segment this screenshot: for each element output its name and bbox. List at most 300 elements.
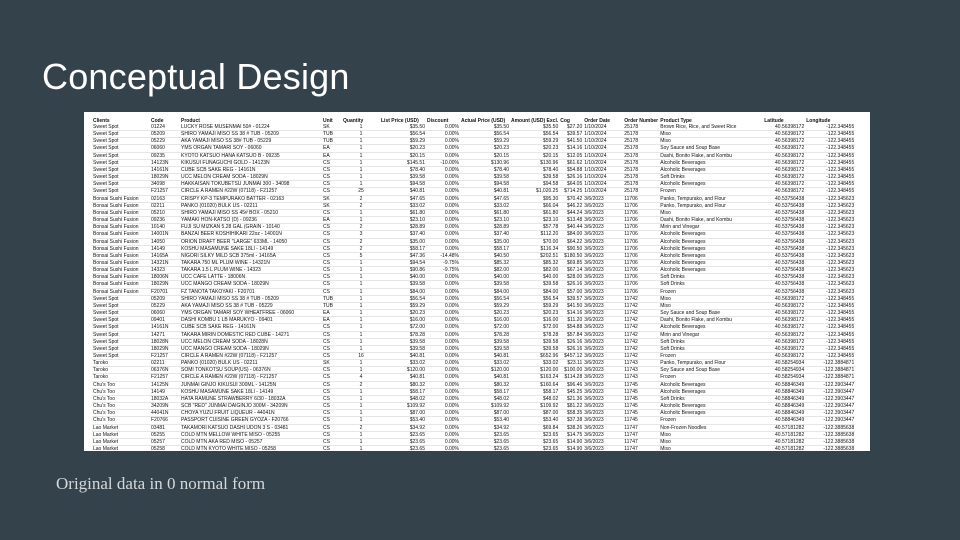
table-row <box>92 209 855 216</box>
table-cell: -122.3903447 <box>805 410 855 417</box>
table-cell: -122.348455 <box>805 131 855 138</box>
table-cell: CS <box>322 446 342 451</box>
table-cell: $94.54 <box>380 259 426 266</box>
table-cell: 4 <box>342 374 380 381</box>
table-cell: 1 <box>342 145 380 152</box>
table-cell: Bonsai Sushi Fusion <box>92 202 150 209</box>
table-cell: -122.345623 <box>805 231 855 238</box>
table-cell: $56.54 <box>510 295 559 302</box>
table-cell: 0.00% <box>426 353 460 360</box>
table-cell: -122.3884871 <box>805 360 855 367</box>
table-cell: $14.90 <box>559 438 583 445</box>
table-cell: YAMAKI HON-KATSO (D) - 09236 <box>180 217 322 224</box>
table-row <box>92 360 855 367</box>
table-cell: $23.65 <box>380 431 426 438</box>
table-cell: -122.345623 <box>805 217 855 224</box>
table-cell: $40.81 <box>380 374 426 381</box>
table-cell: 25178 <box>623 181 659 188</box>
table-cell: 1 <box>342 302 380 309</box>
table-cell: 11742 <box>623 302 659 309</box>
table-cell: 40.58846349 <box>763 403 805 410</box>
table-cell: Frozen <box>659 417 763 424</box>
table-cell: $84.00 <box>460 288 510 295</box>
table-row <box>92 138 855 145</box>
table-cell: 40.58254934 <box>763 374 805 381</box>
table-cell: $33.02 <box>460 202 510 209</box>
column-header: Product <box>181 117 200 124</box>
table-cell: -122.3903447 <box>805 381 855 388</box>
table-cell: $23.10 <box>380 217 426 224</box>
table-cell: $130.96 <box>510 159 559 166</box>
table-row <box>92 438 855 445</box>
table-cell: -122.348455 <box>805 152 855 159</box>
table-row <box>92 388 855 395</box>
table-cell: $72.00 <box>460 324 510 331</box>
table-cell: Brown Rice, Rice, and Sweet Rice <box>659 124 763 131</box>
column-header: Discount <box>427 117 449 124</box>
slide-caption: Original data in 0 normal form <box>56 474 266 493</box>
table-cell: $16.00 <box>380 317 426 324</box>
table-cell: 2 <box>342 424 380 431</box>
table-cell: 1/10/2024 <box>583 145 623 152</box>
table-cell: Soft Drinks <box>659 281 763 288</box>
table-cell: 40.58846349 <box>763 388 805 395</box>
table-cell: 3/6/2023 <box>583 331 623 338</box>
table-row <box>92 446 855 451</box>
table-cell: 0.00% <box>426 124 460 131</box>
table-cell: $59.29 <box>510 302 559 309</box>
table-cell: 3/6/2023 <box>583 310 623 317</box>
table-cell: -122.3903447 <box>805 403 855 410</box>
table-cell: KYOTO KATSUO HANA KATSUO B - 09235 <box>180 152 322 159</box>
table-cell: 11706 <box>623 252 659 259</box>
table-cell: Alcoholic Beverages <box>659 267 763 274</box>
column-header: Unit <box>323 117 333 124</box>
table-cell: $47.65 <box>460 195 510 202</box>
table-row <box>92 410 855 417</box>
table-cell: 02211 <box>150 360 180 367</box>
table-cell: 0.00% <box>426 446 460 451</box>
table-cell: EA <box>322 310 342 317</box>
table-cell: SCB "RED" JUNMAI DAIGINJO 300M - 34209N <box>180 403 322 410</box>
table-cell: 11706 <box>623 238 659 245</box>
table-cell: 1 <box>342 274 380 281</box>
table-cell: 1 <box>342 388 380 395</box>
table-cell: 0.00% <box>426 145 460 152</box>
table-cell: TUB <box>322 138 342 145</box>
table-row <box>92 202 855 209</box>
table-cell: EA <box>322 317 342 324</box>
table-cell: $12.05 <box>559 152 583 159</box>
table-cell: 0.00% <box>426 410 460 417</box>
table-cell: Soy Sauce and Soup Base <box>659 145 763 152</box>
table-cell: 0.00% <box>426 188 460 195</box>
table-cell: -122.3884871 <box>805 367 855 374</box>
table-cell: 1 <box>342 138 380 145</box>
table-cell: 14321N <box>150 259 180 266</box>
table-cell: $40.50 <box>460 252 510 259</box>
table-cell: Frozen <box>659 353 763 360</box>
table-cell: CS <box>322 431 342 438</box>
table-cell: 11745 <box>623 388 659 395</box>
table-cell: 1 <box>342 281 380 288</box>
table-cell: Dashi, Bonito Flake, and Kombu <box>659 217 763 224</box>
table-cell: $78.40 <box>460 166 510 173</box>
table-cell: Bonsai Sushi Fusion <box>92 217 150 224</box>
table-cell: CS <box>322 403 342 410</box>
table-cell: CS <box>322 259 342 266</box>
header-row <box>92 116 855 124</box>
table-cell: 03481 <box>150 424 180 431</box>
table-cell: 3/6/2023 <box>583 224 623 231</box>
table-cell: EA <box>322 152 342 159</box>
table-cell: 05210 <box>150 209 180 216</box>
table-row <box>92 124 855 131</box>
table-cell: $47.36 <box>380 252 426 259</box>
table-cell: 0.00% <box>426 345 460 352</box>
table-cell: $130.96 <box>460 159 510 166</box>
table-cell: HAKKAISAN TOKUBETSU JUNMAI 300 - 34098 <box>180 181 322 188</box>
table-cell: $26.16 <box>559 345 583 352</box>
table-cell: $58.17 <box>380 388 426 395</box>
table-cell: 1/10/2024 <box>583 131 623 138</box>
table-cell: CS <box>322 388 342 395</box>
table-cell: 25178 <box>623 131 659 138</box>
table-cell: Alcoholic Beverages <box>659 388 763 395</box>
table-cell: 10140 <box>150 224 180 231</box>
table-cell: Frozen <box>659 288 763 295</box>
table-cell: Sweet Spot <box>92 152 150 159</box>
table-cell: Soft Drinks <box>659 345 763 352</box>
table-cell: Sweet Spot <box>92 295 150 302</box>
table-cell: 40.53756438 <box>763 202 805 209</box>
table-cell: CS <box>322 353 342 360</box>
table-cell: $57.78 <box>510 224 559 231</box>
table-cell: -122.348455 <box>805 353 855 360</box>
table-cell: 0.00% <box>426 209 460 216</box>
table-cell: 3/6/2023 <box>583 360 623 367</box>
table-cell: 11747 <box>623 431 659 438</box>
table-cell: 11706 <box>623 195 659 202</box>
table-cell: 0.00% <box>426 395 460 402</box>
table-cell: $40.81 <box>460 188 510 195</box>
table-cell: $23.65 <box>380 446 426 451</box>
table-cell: Soft Drinks <box>659 274 763 281</box>
table-cell: 3/6/2023 <box>583 238 623 245</box>
table-cell: $38.26 <box>559 424 583 431</box>
table-cell: $94.58 <box>460 181 510 188</box>
table-cell: 1 <box>342 345 380 352</box>
table-cell: $87.00 <box>460 410 510 417</box>
table-cell: 11747 <box>623 424 659 431</box>
table-cell: -122.348455 <box>805 138 855 145</box>
table-cell: $61.62 <box>559 159 583 166</box>
table-cell: Sweet Spot <box>92 131 150 138</box>
table-cell: 0.00% <box>426 381 460 388</box>
table-cell: $59.29 <box>460 138 510 145</box>
table-cell: 1 <box>342 360 380 367</box>
table-cell: 1 <box>342 131 380 138</box>
table-cell: 40.56398172 <box>763 345 805 352</box>
table-cell: 0.00% <box>426 274 460 281</box>
table-cell: CS <box>322 238 342 245</box>
table-cell: -122.348455 <box>805 331 855 338</box>
table-cell: 40.56398172 <box>763 152 805 159</box>
table-cell: $61.80 <box>460 209 510 216</box>
table-cell: 14161N <box>150 324 180 331</box>
table-cell: 1 <box>342 310 380 317</box>
data-table-sheet <box>84 112 870 451</box>
table-cell: 14001N <box>150 231 180 238</box>
table-cell: $39.58 <box>510 174 559 181</box>
table-cell: 3/6/2023 <box>583 353 623 360</box>
table-cell: 14149 <box>150 245 180 252</box>
table-cell: TAKAMORI KATSUO DASHI UDON 3 S - 03481 <box>180 424 322 431</box>
table-cell: -122.348455 <box>805 302 855 309</box>
table-cell: YMS ORGAN TAMARI SOY WHEATFREE - 06060 <box>180 310 322 317</box>
table-cell: $58.17 <box>460 388 510 395</box>
table-cell: Alcoholic Beverages <box>659 381 763 388</box>
table-cell: 3/6/2023 <box>583 395 623 402</box>
table-cell: $35.50 <box>510 124 559 131</box>
table-cell: CS <box>322 410 342 417</box>
table-cell: $48.02 <box>380 395 426 402</box>
table-cell: CS <box>322 288 342 295</box>
table-cell: $23.10 <box>460 217 510 224</box>
table-cell: $48.02 <box>510 395 559 402</box>
table-cell: $20.15 <box>380 152 426 159</box>
table-cell: 40.53756438 <box>763 224 805 231</box>
table-cell: 40.58846349 <box>763 395 805 402</box>
table-cell: 0.00% <box>426 431 460 438</box>
table-cell: 40.56398172 <box>763 181 805 188</box>
table-cell: 05209 <box>150 295 180 302</box>
table-cell: 40.53756438 <box>763 209 805 216</box>
table-cell: $35.50 <box>460 124 510 131</box>
table-cell: Sweet Spot <box>92 324 150 331</box>
table-row <box>92 159 855 166</box>
table-cell: Sweet Spot <box>92 302 150 309</box>
table-cell: 40.57181282 <box>763 431 805 438</box>
table-cell: -122.345623 <box>805 209 855 216</box>
table-cell: 11742 <box>623 353 659 360</box>
table-cell: 3/6/2023 <box>583 338 623 345</box>
table-cell: $40.81 <box>460 374 510 381</box>
table-cell: 0.00% <box>426 152 460 159</box>
table-cell: Lao Market <box>92 446 150 451</box>
table-cell: $54.88 <box>559 324 583 331</box>
table-cell: CS <box>322 381 342 388</box>
table-cell: 11706 <box>623 274 659 281</box>
table-cell: SHIRO YAMAJI MISO SS 45# BOX - 05210 <box>180 209 322 216</box>
table-cell: 11743 <box>623 374 659 381</box>
table-cell: $714.25 <box>559 188 583 195</box>
table-cell: UCC MANGO CREAM SODA - 18029N <box>180 345 322 352</box>
table-cell: Sweet Spot <box>92 166 150 173</box>
table-cell: 1 <box>342 159 380 166</box>
table-cell: -122.345623 <box>805 288 855 295</box>
table-cell: $20.23 <box>510 145 559 152</box>
table-cell: $85.32 <box>510 259 559 266</box>
table-cell: $39.58 <box>380 174 426 181</box>
table-cell: Bonsai Sushi Fusion <box>92 224 150 231</box>
table-cell: $34.92 <box>380 424 426 431</box>
table-cell: $37.40 <box>380 231 426 238</box>
table-cell: 09401 <box>150 317 180 324</box>
column-header: Longitude <box>806 117 831 124</box>
table-cell: Sweet Spot <box>92 310 150 317</box>
table-cell: Miso <box>659 138 763 145</box>
table-row <box>92 395 855 402</box>
table-cell: $163.24 <box>510 374 559 381</box>
table-cell: -122.345623 <box>805 281 855 288</box>
table-cell: 0.00% <box>426 403 460 410</box>
table-cell: 01224 <box>150 124 180 131</box>
table-cell: 3/6/2023 <box>583 231 623 238</box>
table-cell: $46.22 <box>559 202 583 209</box>
table-cell: CS <box>322 159 342 166</box>
table-cell: ORION DRAFT BEER "LARGE" 633ML - 14050 <box>180 238 322 245</box>
table-cell: Panko, Tempurako, and Flour <box>659 195 763 202</box>
table-cell: 05229 <box>150 138 180 145</box>
table-cell: 40.56398172 <box>763 174 805 181</box>
table-cell: CS <box>322 252 342 259</box>
table-cell: Panko, Tempurako, and Flour <box>659 360 763 367</box>
table-cell: $109.92 <box>380 403 426 410</box>
table-cell: $41.50 <box>559 138 583 145</box>
table-cell: $81.22 <box>559 403 583 410</box>
table-cell: 40.53756438 <box>763 231 805 238</box>
table-cell: 40.56398172 <box>763 324 805 331</box>
table-cell: 0.00% <box>426 317 460 324</box>
table-cell: $39.57 <box>559 295 583 302</box>
table-cell: Taroko <box>92 367 150 374</box>
table-cell: 1 <box>342 317 380 324</box>
table-cell: 05257 <box>150 438 180 445</box>
table-cell: 3/6/2023 <box>583 324 623 331</box>
table-cell: -10.00% <box>426 159 460 166</box>
table-cell: Alcoholic Beverages <box>659 181 763 188</box>
table-cell: 1 <box>342 181 380 188</box>
table-cell: 3/6/2023 <box>583 274 623 281</box>
table-cell: $94.58 <box>380 181 426 188</box>
table-cell: $40.00 <box>460 274 510 281</box>
table-cell: 11706 <box>623 231 659 238</box>
table-cell: $145.51 <box>380 159 426 166</box>
table-cell: 2 <box>342 381 380 388</box>
table-cell: FUJI SU MIZKAN 5.28 GAL (GRAIN - 10140 <box>180 224 322 231</box>
table-cell: $11.20 <box>559 317 583 324</box>
column-header: Actual Price (USD) <box>461 117 506 124</box>
table-cell: 25178 <box>623 138 659 145</box>
table-cell: $23.11 <box>559 360 583 367</box>
table-cell: $20.15 <box>460 152 510 159</box>
table-row <box>92 131 855 138</box>
table-cell: CS <box>322 166 342 173</box>
table-cell: $58.17 <box>380 245 426 252</box>
table-cell: 40.56398172 <box>763 159 805 166</box>
table-cell: 25178 <box>623 159 659 166</box>
table-cell: 25178 <box>623 152 659 159</box>
table-cell: $66.04 <box>510 202 559 209</box>
table-cell: $67.14 <box>559 267 583 274</box>
table-cell: $33.02 <box>460 360 510 367</box>
table-cell: $28.89 <box>460 224 510 231</box>
table-cell: $23.65 <box>510 446 559 451</box>
table-cell: Taroko <box>92 374 150 381</box>
table-cell: $202.51 <box>510 252 559 259</box>
table-cell: $1,020.25 <box>510 188 559 195</box>
table-cell: 2 <box>342 224 380 231</box>
table-row <box>92 259 855 266</box>
table-cell: JUNMAI GINJO KIKUSUI 300ML - 14125N <box>180 381 322 388</box>
table-cell: 14125N <box>150 381 180 388</box>
table-cell: 09236 <box>150 217 180 224</box>
table-cell: 3/6/2023 <box>583 417 623 424</box>
table-row <box>92 288 855 295</box>
table-cell: CS <box>322 417 342 424</box>
table-cell: 1 <box>342 324 380 331</box>
table-cell: 11742 <box>623 295 659 302</box>
table-cell: Chu's Too <box>92 410 150 417</box>
table-cell: 0.00% <box>426 231 460 238</box>
table-cell: $72.00 <box>380 324 426 331</box>
table-cell: 14165A <box>150 252 180 259</box>
table-cell: TUB <box>322 295 342 302</box>
table-cell: $23.65 <box>460 438 510 445</box>
table-cell: 0.00% <box>426 166 460 173</box>
table-cell: 11745 <box>623 403 659 410</box>
table-row <box>92 181 855 188</box>
table-cell: $23.65 <box>510 438 559 445</box>
table-cell: $180.50 <box>559 252 583 259</box>
table-cell: 0.00% <box>426 302 460 309</box>
table-cell: 40.56398172 <box>763 124 805 131</box>
table-cell: Sweet Spot <box>92 138 150 145</box>
table-cell: $40.81 <box>460 353 510 360</box>
table-cell: $39.58 <box>510 338 559 345</box>
table-cell: -122.345623 <box>805 259 855 266</box>
table-cell: $120.00 <box>460 367 510 374</box>
table-cell: 1 <box>342 152 380 159</box>
table-cell: $39.58 <box>460 281 510 288</box>
table-cell: TAKARA MIRIN DOMESTIC RED CUBE - 14271 <box>180 331 322 338</box>
table-cell: $35.00 <box>380 238 426 245</box>
table-cell: Lao Market <box>92 424 150 431</box>
table-cell: KIKUSUI FUNAGUCHI GOLD - 14123N <box>180 159 322 166</box>
table-cell: 05229 <box>150 302 180 309</box>
table-cell: 1 <box>342 174 380 181</box>
table-cell: Sweet Spot <box>92 353 150 360</box>
table-cell: Alcoholic Beverages <box>659 166 763 173</box>
table-cell: -122.348455 <box>805 166 855 173</box>
table-cell: -122.345623 <box>805 252 855 259</box>
table-cell: Chu's Too <box>92 381 150 388</box>
table-cell: -122.348455 <box>805 295 855 302</box>
table-cell: AKA YAMAJI MISO SS 38# TUB - 05229 <box>180 138 322 145</box>
table-cell: $84.00 <box>559 231 583 238</box>
table-cell: 3 <box>342 231 380 238</box>
table-cell: 11743 <box>623 367 659 374</box>
table-row <box>92 374 855 381</box>
table-cell: 1 <box>342 331 380 338</box>
table-cell: SHIRO YAMAJI MISO SS 38 # TUB - 05209 <box>180 295 322 302</box>
table-cell: 11742 <box>623 317 659 324</box>
table-cell: 05258 <box>150 446 180 451</box>
table-cell: 18029N <box>150 281 180 288</box>
table-cell: $39.58 <box>460 345 510 352</box>
table-cell: 1 <box>342 217 380 224</box>
